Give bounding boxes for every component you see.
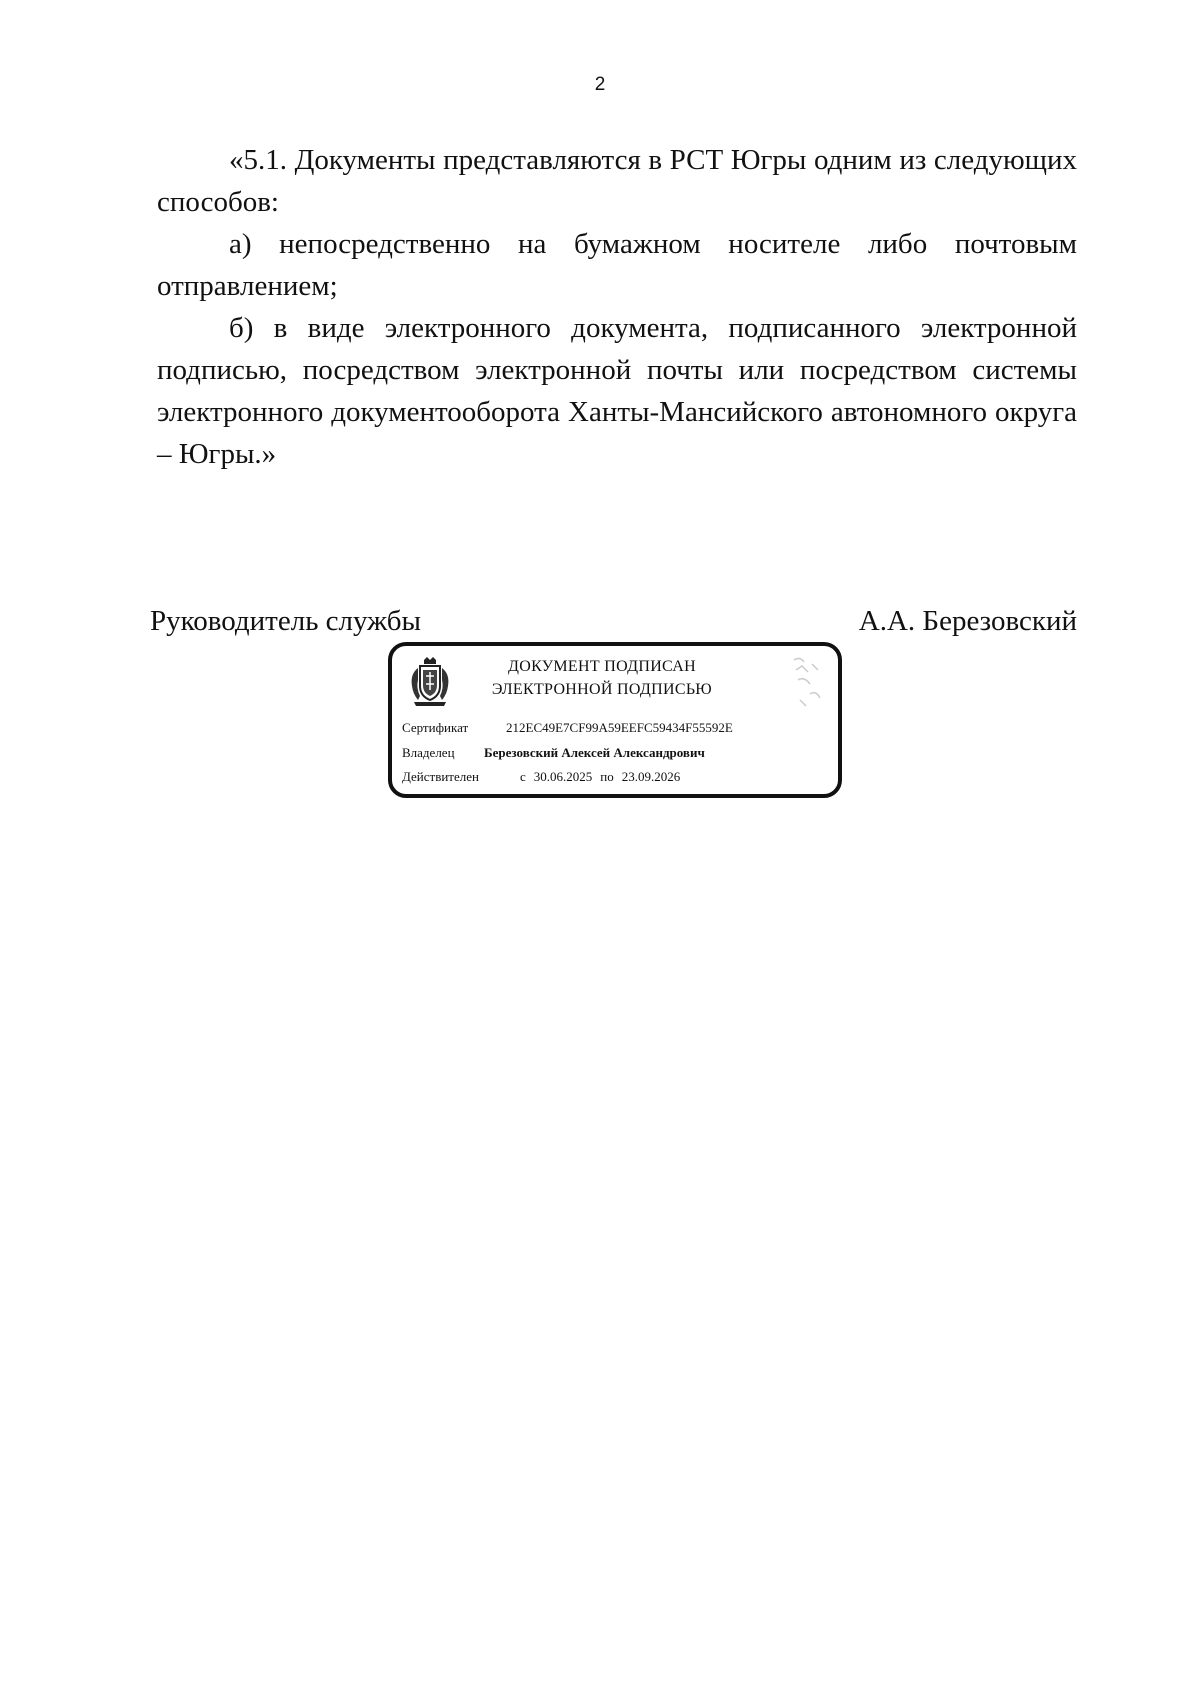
owner-label: Владелец xyxy=(402,745,455,760)
document-body xyxy=(157,139,1077,475)
certificate-label: Сертификат xyxy=(402,720,469,735)
owner-row xyxy=(402,744,705,762)
valid-label: Действителен xyxy=(402,769,479,784)
paragraph-option-b: б) в виде электронного документа, подписанного электронной подписью, посредством электронной почты или посредством системы электронного документооборота Ханты-Мансийского автономного округа – Югры.» xyxy=(157,312,1077,470)
valid-from-prefix: с xyxy=(520,769,526,784)
paragraph-option-a: а) непосредственно на бумажном носителе либо почтовым отправлением; xyxy=(157,228,1077,302)
signer-name: А.А. Березовский xyxy=(858,605,1077,637)
owner-value: Березовский Алексей Александрович xyxy=(484,745,705,760)
stamp-decoration-icon xyxy=(790,654,824,714)
valid-to-prefix: по xyxy=(600,769,614,784)
certificate-value: 212EC49E7CF99A59EEFC59434F55592E xyxy=(506,720,733,735)
valid-from: 30.06.2025 xyxy=(533,769,593,784)
paragraph-intro: «5.1. Документы представляются в РСТ Югры одним из следующих способов: xyxy=(157,144,1077,218)
certificate-row xyxy=(402,719,733,737)
electronic-signature-stamp xyxy=(388,642,842,798)
signature-block xyxy=(150,600,1077,642)
valid-to: 23.09.2026 xyxy=(621,769,681,784)
stamp-heading-line2: ЭЛЕКТРОННОЙ ПОДПИСЬЮ xyxy=(491,681,713,698)
signer-position: Руководитель службы xyxy=(150,605,422,637)
stamp-heading-line1: ДОКУМЕНТ ПОДПИСАН xyxy=(508,658,696,675)
coat-of-arms-icon xyxy=(408,656,452,708)
page-number: 2 xyxy=(594,74,606,95)
validity-row xyxy=(402,768,680,786)
